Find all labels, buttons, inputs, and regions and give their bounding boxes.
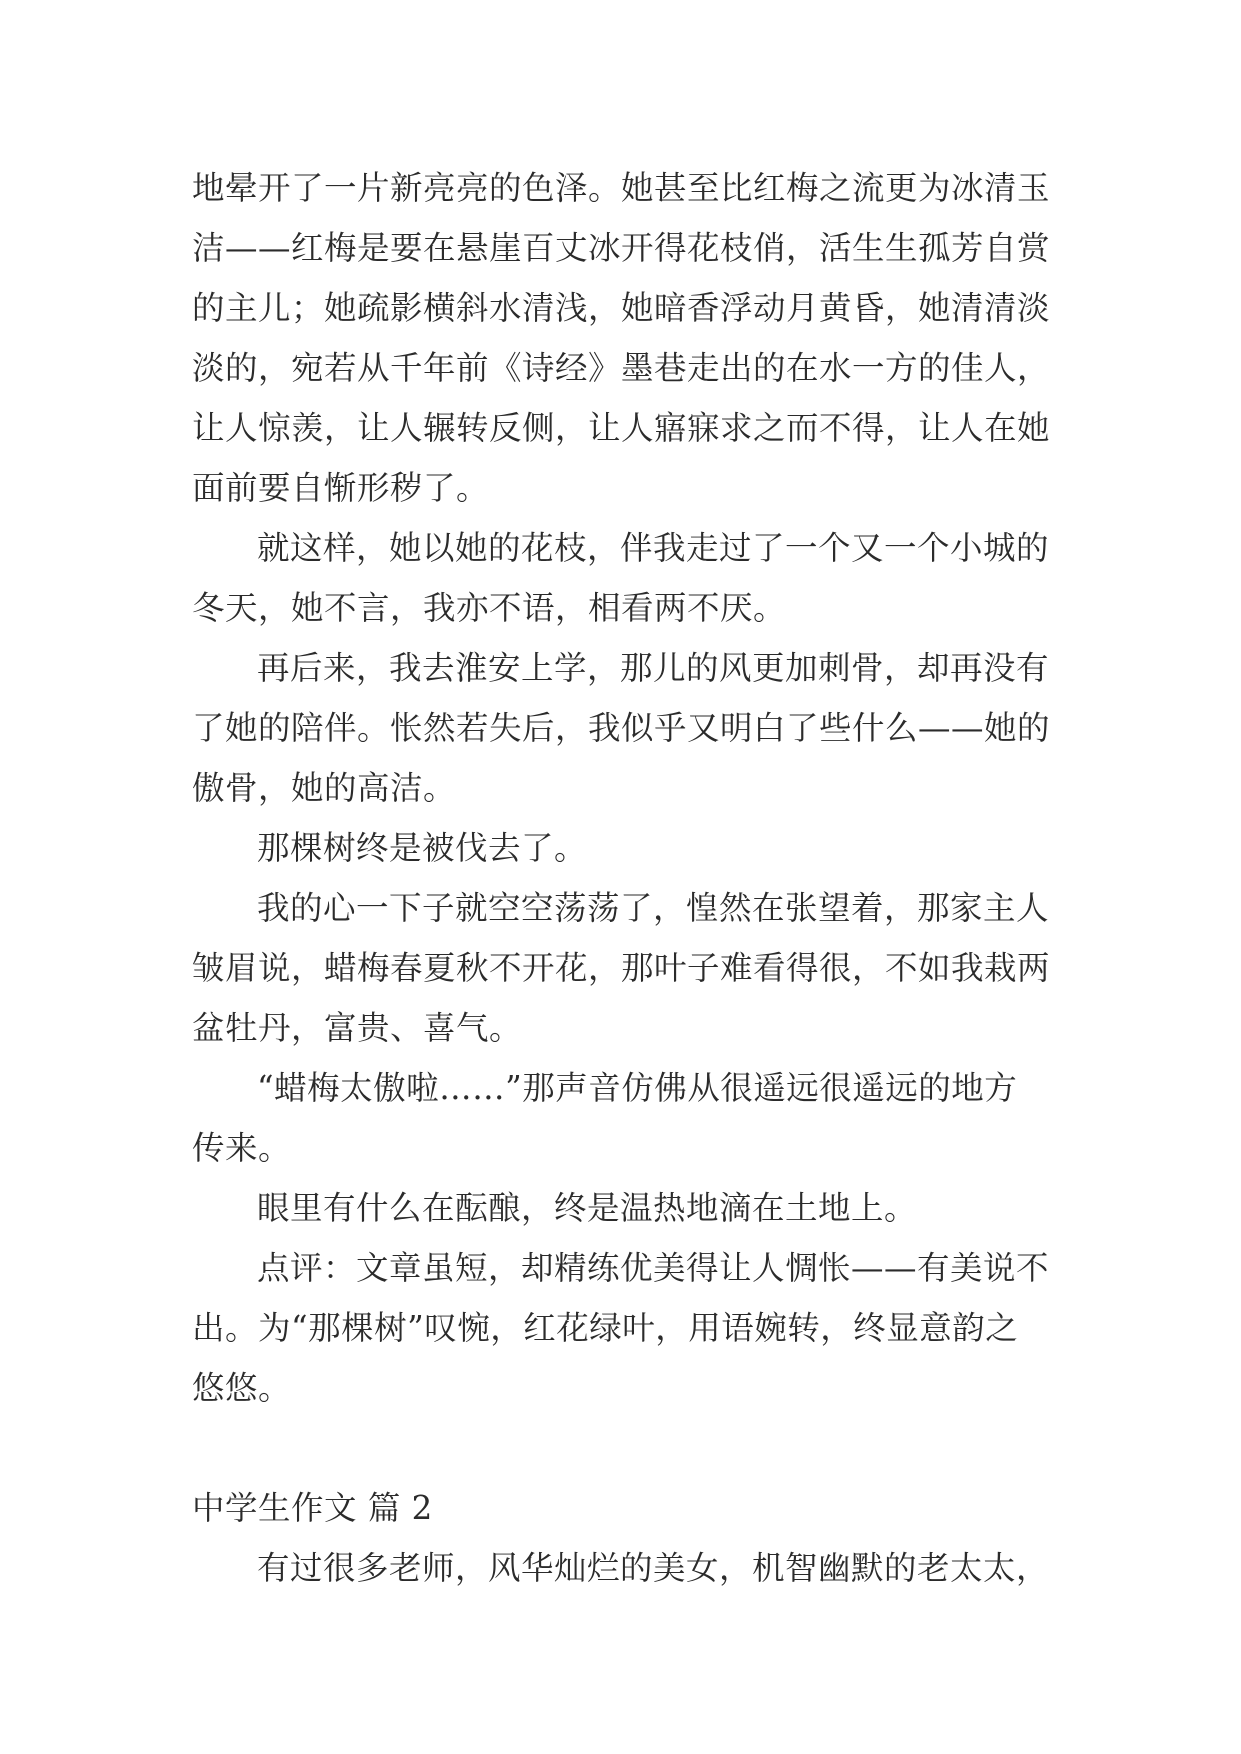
text-line: 点评：文章虽短，却精练优美得让人惆怅——有美说不: [257, 1249, 1050, 1287]
text-line: 出。为“那棵树”叹惋，红花绿叶，用语婉转，终显意韵之: [192, 1309, 1019, 1347]
paragraph: [192, 158, 1072, 518]
text-line: 面前要自惭形秽了。: [192, 469, 490, 507]
text-line: 洁——红梅是要在悬崖百丈冰开得花枝俏，活生生孤芳自赏: [192, 229, 1051, 267]
paragraph: [192, 1178, 1072, 1238]
text-line: 就这样，她以她的花枝，伴我走过了一个又一个小城的: [257, 529, 1050, 567]
text-line: 那棵树终是被伐去了。: [257, 829, 588, 867]
paragraph: [192, 638, 1072, 818]
text-line: 皱眉说，蜡梅春夏秋不开花，那叶子难看得很，不如我栽两: [192, 949, 1051, 987]
text-line: 了她的陪伴。怅然若失后，我似乎又明白了些什么——她的: [192, 709, 1051, 747]
paragraph: [192, 1058, 1072, 1178]
section-heading: 中学生作文 篇 2: [192, 1489, 433, 1527]
text-line: 有过很多老师，风华灿烂的美女，机智幽默的老太太，: [257, 1549, 1050, 1587]
text-line: 傲骨，她的高洁。: [192, 769, 457, 807]
paragraph: [192, 878, 1072, 1058]
text-line: 悠悠。: [192, 1369, 292, 1407]
text-line: 地晕开了一片新亮亮的色泽。她甚至比红梅之流更为冰清玉: [192, 169, 1051, 207]
text-line: 我的心一下子就空空荡荡了，惶然在张望着，那家主人: [257, 889, 1050, 927]
text-line: 冬天，她不言，我亦不语，相看两不厌。: [192, 589, 787, 627]
paragraph: [192, 518, 1072, 638]
text-line: 的主儿；她疏影横斜水清浅，她暗香浮动月黄昏，她清清淡: [192, 289, 1051, 327]
text-line: 盆牡丹，富贵、喜气。: [192, 1009, 523, 1047]
document-body: [192, 158, 1072, 1598]
paragraph: [192, 1538, 1072, 1598]
text-line: 淡的，宛若从千年前《诗经》墨巷走出的在水一方的佳人，: [192, 349, 1051, 387]
text-line: “蜡梅太傲啦……”那声音仿佛从很遥远很遥远的地方: [257, 1069, 1018, 1107]
text-line: 传来。: [192, 1129, 292, 1167]
paragraph: [192, 818, 1072, 878]
text-line: 眼里有什么在酝酿，终是温热地滴在土地上。: [257, 1189, 918, 1227]
paragraph: [192, 1238, 1072, 1418]
text-line: 让人惊羡，让人辗转反侧，让人寤寐求之而不得，让人在她: [192, 409, 1051, 447]
text-line: 再后来，我去淮安上学，那儿的风更加刺骨，却再没有: [257, 649, 1050, 687]
